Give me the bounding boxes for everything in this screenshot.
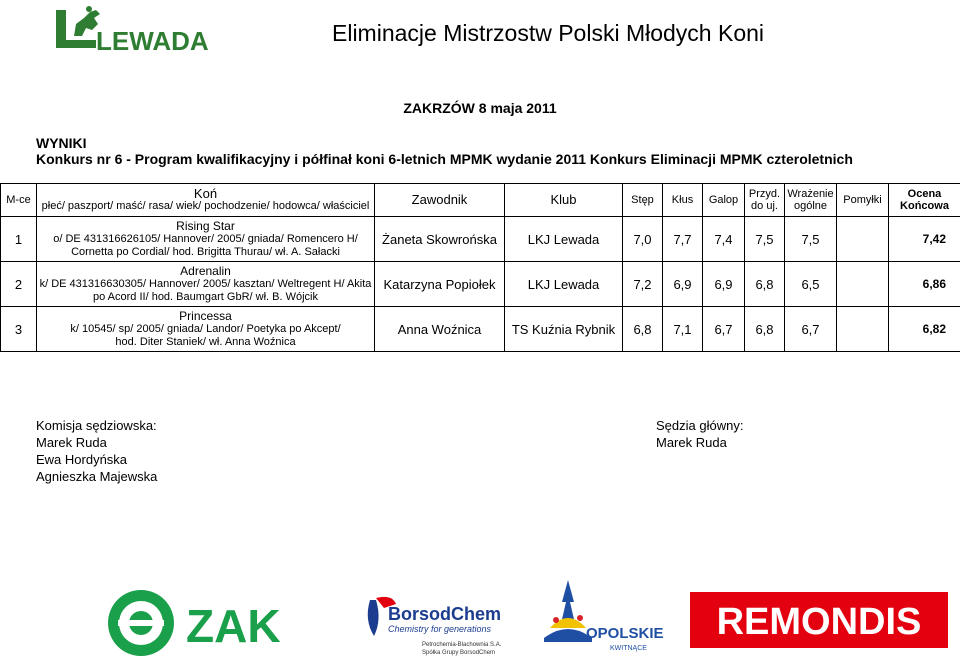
horse-name: Princessa — [37, 310, 374, 323]
header-errors: Pomyłki — [837, 184, 889, 217]
table-row — [1, 262, 960, 307]
header-suitability-2: do uj. — [745, 200, 784, 212]
club-cell: LKJ Lewada — [505, 262, 623, 307]
horse-details-line1: k/ 10545/ sp/ 2005/ gniada/ Landor/ Poetyka po Akcept/ — [37, 323, 374, 336]
header-final-1: Ocena — [889, 188, 960, 200]
header-club: Klub — [505, 184, 623, 217]
borsodchem-logo — [362, 590, 512, 658]
table-header-row — [1, 184, 960, 217]
page-title: Eliminacje Mistrzostw Polski Młodych Koni — [332, 20, 764, 47]
borsodchem-sub1: Petrochemia-Blachownia S.A. — [422, 642, 502, 648]
jury-member: Ewa Hordyńska — [36, 451, 157, 468]
competition-title: Konkurs nr 6 - Program kwalifikacyjny i półfinał koni 6-letnich MPMK wydanie 2011 Konkurs Eliminacji MPMK czteroletnich — [36, 151, 853, 167]
walk-score: 7,0 — [623, 217, 663, 262]
jury-block — [36, 417, 157, 485]
horse-details-line2: hod. Diter Staniek/ wł. Anna Woźnica — [37, 336, 374, 349]
header-horse-sub: płeć/ paszport/ maść/ rasa/ wiek/ pochodzenie/ hodowca/ właściciel — [37, 200, 374, 212]
suitability-score: 6,8 — [745, 307, 785, 352]
jury-label: Komisja sędziowska: — [36, 417, 157, 434]
results-heading: WYNIKI — [36, 135, 87, 151]
rider-cell: Żaneta Skowrońska — [375, 217, 505, 262]
canter-score: 7,4 — [703, 217, 745, 262]
suitability-score: 6,8 — [745, 262, 785, 307]
trot-score: 7,1 — [663, 307, 703, 352]
table-row — [1, 217, 960, 262]
jury-member: Agnieszka Majewska — [36, 468, 157, 485]
final-score: 6,86 — [889, 262, 960, 307]
suitability-score: 7,5 — [745, 217, 785, 262]
event-date: ZAKRZÓW 8 maja 2011 — [0, 100, 960, 116]
impression-score: 6,7 — [785, 307, 837, 352]
opolskie-text: OPOLSKIE — [586, 625, 664, 642]
header-suitability-1: Przyd. — [745, 188, 784, 200]
zak-logo — [104, 588, 314, 658]
errors-cell — [837, 307, 889, 352]
errors-cell — [837, 262, 889, 307]
header-place: M-ce — [1, 184, 37, 217]
chief-judge-label: Sędzia główny: — [656, 417, 743, 434]
table-row — [1, 307, 960, 352]
header-horse — [37, 184, 375, 217]
walk-score: 7,2 — [623, 262, 663, 307]
horse-name: Adrenalin — [37, 265, 374, 278]
header-walk: Stęp — [623, 184, 663, 217]
errors-cell — [837, 217, 889, 262]
trot-score: 6,9 — [663, 262, 703, 307]
header-trot: Kłus — [663, 184, 703, 217]
results-table — [0, 183, 960, 352]
chief-judge-block — [656, 417, 743, 451]
header-impression-1: Wrażenie — [785, 188, 836, 200]
horse-name: Rising Star — [37, 220, 374, 233]
header-suitability — [745, 184, 785, 217]
impression-score: 6,5 — [785, 262, 837, 307]
header-rider: Zawodnik — [375, 184, 505, 217]
rider-cell: Katarzyna Popiołek — [375, 262, 505, 307]
horse-details-line2: Cornetta po Cordial/ hod. Brigitta Thurau/ wł. A. Sałacki — [37, 246, 374, 259]
horse-cell — [37, 217, 375, 262]
trot-score: 7,7 — [663, 217, 703, 262]
lewada-logo-text: LEWADA — [96, 26, 209, 54]
place-cell: 2 — [1, 262, 37, 307]
club-cell: LKJ Lewada — [505, 217, 623, 262]
canter-score: 6,9 — [703, 262, 745, 307]
horse-cell — [37, 307, 375, 352]
horse-details-line2: po Acord II/ hod. Baumgart GbR/ wł. B. Wójcik — [37, 291, 374, 304]
horse-details-line1: k/ DE 431316630305/ Hannover/ 2005/ kasztan/ Weltregent H/ Akita — [37, 278, 374, 291]
lewada-logo — [56, 4, 211, 54]
club-cell: TS Kuźnia Rybnik — [505, 307, 623, 352]
walk-score: 6,8 — [623, 307, 663, 352]
borsodchem-name: BorsodChem — [388, 604, 501, 624]
opolskie-sub: KWITNĄCE — [610, 645, 647, 652]
place-cell: 1 — [1, 217, 37, 262]
final-score: 7,42 — [889, 217, 960, 262]
rider-cell: Anna Woźnica — [375, 307, 505, 352]
jury-member: Marek Ruda — [36, 434, 157, 451]
final-score: 6,82 — [889, 307, 960, 352]
header-canter: Galop — [703, 184, 745, 217]
header-impression — [785, 184, 837, 217]
header-final — [889, 184, 960, 217]
canter-score: 6,7 — [703, 307, 745, 352]
borsodchem-tagline: Chemistry for generations — [388, 624, 492, 634]
remondis-text: REMONDIS — [717, 601, 922, 643]
chief-judge-name: Marek Ruda — [656, 434, 743, 451]
horse-details-line1: o/ DE 431316626105/ Hannover/ 2005/ gniada/ Romencero H/ — [37, 233, 374, 246]
place-cell: 3 — [1, 307, 37, 352]
zak-logo-text: ZAK — [186, 600, 281, 652]
header-horse-label: Koń — [37, 188, 374, 200]
header-final-2: Końcowa — [889, 200, 960, 212]
opolskie-logo — [530, 578, 664, 660]
horse-cell — [37, 262, 375, 307]
header-impression-2: ogólne — [785, 200, 836, 212]
remondis-logo — [690, 592, 948, 648]
impression-score: 7,5 — [785, 217, 837, 262]
borsodchem-sub2: Spółka Grupy BorsodChem — [422, 650, 495, 656]
